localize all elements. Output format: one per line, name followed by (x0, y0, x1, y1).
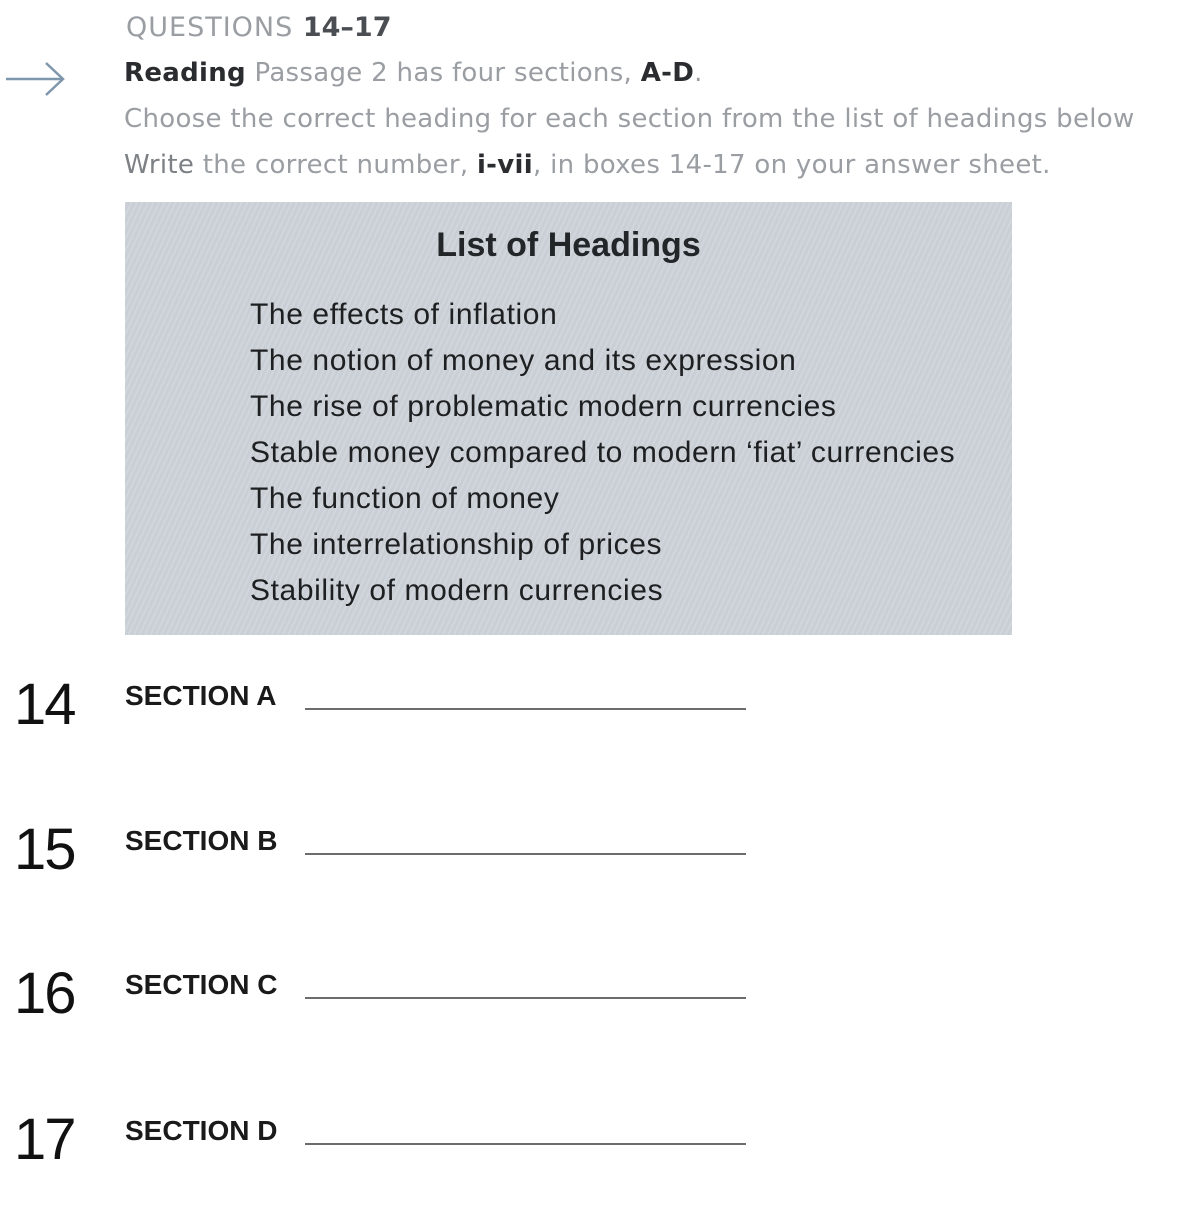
answer-blank[interactable] (305, 997, 746, 999)
write-label: Write (124, 150, 195, 180)
instruction-line-2: Choose the correct heading for each section from the list of headings below (124, 104, 1135, 134)
instruction-line-3 (124, 150, 1051, 180)
instruction-line-1 (124, 58, 703, 88)
sections-range: A-D (640, 58, 695, 88)
list-title: List of Headings (436, 226, 701, 264)
section-label: SECTION A (125, 680, 277, 711)
questions-range: 14–17 (302, 12, 392, 43)
reading-label: Reading (124, 58, 246, 88)
question-number: 16 (14, 961, 75, 1026)
answer-blank[interactable] (305, 853, 746, 855)
right-arrow-icon (2, 58, 68, 98)
heading-text: The interrelationship of prices (250, 528, 663, 561)
question-number: 15 (14, 817, 75, 882)
answer-row-15 (0, 817, 1178, 921)
question-number: 14 (14, 672, 75, 737)
heading-text: Stability of modern currencies (250, 574, 664, 607)
answer-row-14 (0, 672, 1178, 776)
section-label: SECTION D (125, 1115, 278, 1146)
heading-text: The rise of problematic modern currencies (250, 390, 837, 423)
questions-label: QUESTIONS (126, 12, 294, 43)
answer-blank[interactable] (305, 708, 746, 710)
line3-end: , in boxes 14-17 on your answer sheet. (532, 150, 1051, 180)
section-label: SECTION B (125, 825, 278, 856)
answer-row-16 (0, 961, 1178, 1065)
heading-text: Stable money compared to modern ‘fiat’ currencies (250, 436, 956, 469)
list-of-headings-box (125, 202, 1012, 635)
questions-heading (126, 12, 392, 43)
line3-mid: the correct number, (194, 150, 477, 180)
numeral-range: i-vii (476, 150, 533, 180)
heading-text: The notion of money and its expression (250, 344, 797, 377)
line1-end: . (694, 58, 703, 88)
heading-text: The effects of inflation (250, 298, 558, 331)
answer-blank[interactable] (305, 1143, 746, 1145)
passage-text: Passage 2 has four sections, (245, 58, 641, 88)
answer-row-17 (0, 1107, 1178, 1211)
section-label: SECTION C (125, 969, 278, 1000)
heading-text: The function of money (250, 482, 560, 515)
question-number: 17 (14, 1107, 75, 1172)
